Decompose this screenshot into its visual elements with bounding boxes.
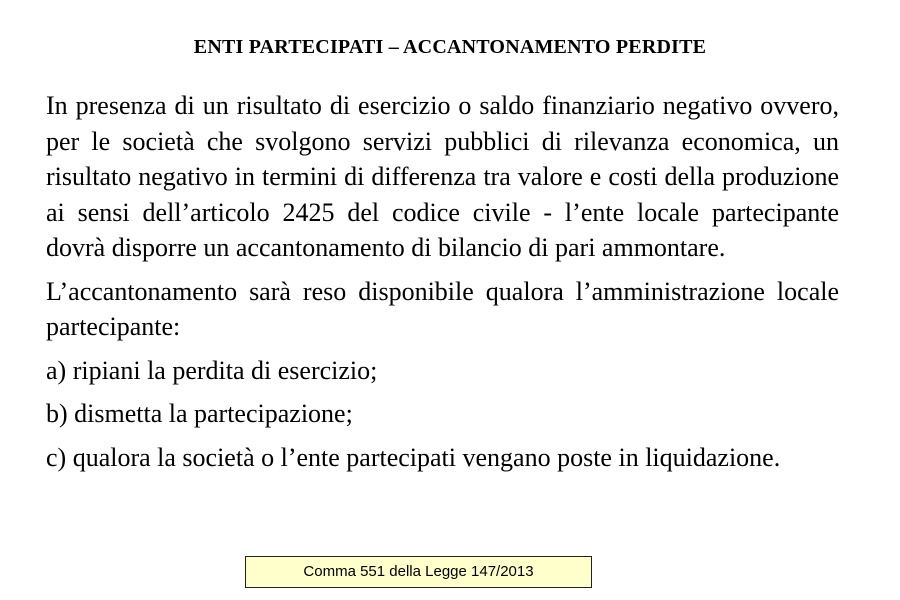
slide-body bbox=[46, 88, 839, 475]
slide-title: ENTI PARTECIPATI – ACCANTONAMENTO PERDITE bbox=[193, 36, 707, 58]
legal-reference-box bbox=[245, 556, 592, 588]
paragraph-intro: In presenza di un risultato di esercizio o saldo finanziario negativo ovvero, per le società che svolgono servizi pubblici di rilevanza economica, un risultato negativo in termini di differenza tra valore e costi della produzione ai sensi dell’articolo 2425 del codice civile - l’ente locale partecipante dovrà disporre un accantonamento di bilancio di pari ammontare. bbox=[46, 91, 839, 262]
legal-reference-text: Comma 551 della Legge 147/2013 bbox=[303, 563, 534, 580]
list-item-b: b) dismetta la partecipazione; bbox=[46, 399, 353, 428]
list-item-a: a) ripiani la perdita di esercizio; bbox=[46, 355, 378, 385]
paragraph-conditions: L’accantonamento sarà reso disponibile qualora l’amministrazione locale partecipante: bbox=[46, 276, 839, 341]
list-item-c: c) qualora la società o l’ente partecipati vengano poste in liquidazione. bbox=[46, 442, 781, 472]
